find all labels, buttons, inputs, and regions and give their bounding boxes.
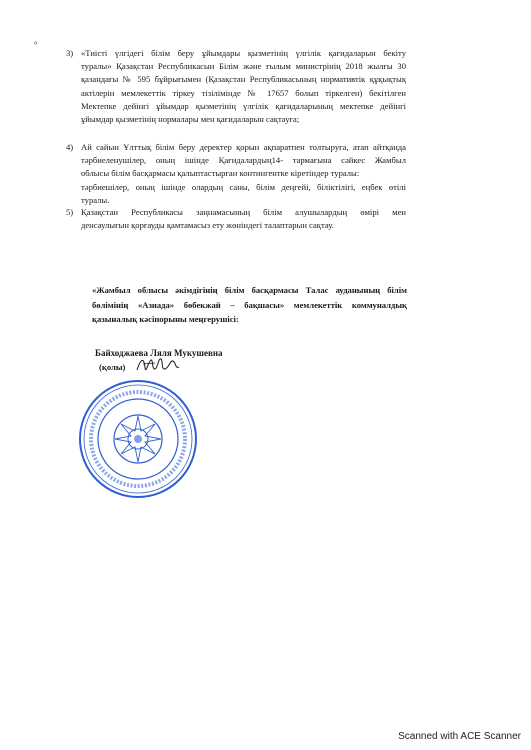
item-text <box>81 206 406 232</box>
signature-label: (қолы) <box>99 362 126 372</box>
item-text <box>81 141 406 207</box>
item-line: тәрбиеленушілер, оның ішінде Қағидалардың14- тармағына сәйкес Жамбыл <box>81 155 406 166</box>
state-emblem-icon <box>114 415 162 463</box>
position-line: қазыналық кәсіпорыны меңгерушісі: <box>92 314 239 324</box>
signatory-position <box>92 283 407 327</box>
handwritten-signature <box>135 354 181 376</box>
item-line: тәрбиешілер, оның ішінде олардың саны, білім деңгейі, біліктілігі, еңбек өтілі <box>81 181 406 192</box>
item-line: облысы білім басқармасы қалыптастырған контингентке кіретіндер туралы: <box>81 168 360 179</box>
item-line: Мектепке дейінгі ұйымдар қызметінің үлгілік қағидаларының мектепке дейінгі <box>81 100 406 111</box>
item-line: «Тиісті үлгідегі білім беру ұйымдары қызметінің үлгілік қағидаларын бекіту <box>81 48 406 58</box>
item-number: 5) <box>66 207 74 217</box>
margin-mark: ° <box>34 40 38 50</box>
official-seal <box>77 378 199 500</box>
position-line: бөлімінің «Азиада» бөбекжай – бақшасы» мемлекеттік коммуналдық <box>92 299 407 310</box>
item-number: 3) <box>66 48 74 58</box>
scanner-watermark: Scanned with ACE Scanner <box>398 731 521 742</box>
list-item-4 <box>66 141 406 207</box>
item-text <box>81 47 406 126</box>
position-line: «Жамбыл облысы әкімдігінің білім басқармасы Талас ауданының білім <box>92 285 407 295</box>
list-item-5 <box>66 206 406 234</box>
list-item-3 <box>66 47 406 127</box>
signatory-name: Байходжаева Ляля Мукушевна <box>95 348 223 358</box>
item-line: Қазақстан Республикасы заңнамасының білім алушылардың өмірі мен <box>81 207 406 217</box>
item-line: туралы. <box>81 194 110 205</box>
item-line: актілерін мемлекеттік тіркеу тізілімінде № 17657 болып тіркелген) бекітілген <box>81 87 406 98</box>
item-line: денсаулығын қорғауды қамтамасыз ету жөніндегі талаптарын сақтау. <box>81 220 334 231</box>
item-line: қазандағы № 595 бұйрығымен (Қазақстан Республикасының нормативтік құқықтық <box>81 74 406 85</box>
item-number: 4) <box>66 142 74 152</box>
item-line: ұйымдар қызметінің нормалары мен қағидаларын сақтауға; <box>81 114 300 125</box>
item-line: туралы» Қазақстан Республикасын Білім және ғылым министрінің 2018 жылғы 30 <box>81 61 406 72</box>
item-line: Ай сайын Ұлттық білім беру деректер қорын ақпаратпен толтыруға, атап айтқанда <box>81 142 406 152</box>
